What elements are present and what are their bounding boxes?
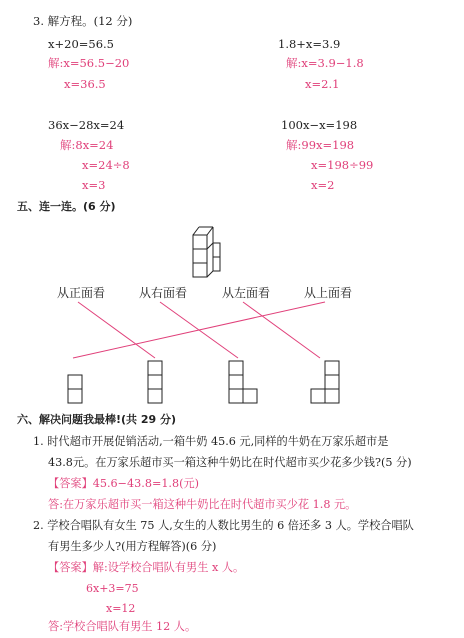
q3-p3-step1: 解:8x=24 — [60, 138, 114, 152]
view-label-front: 从正面看 — [57, 286, 106, 300]
q5-heading: 五、连一连。(6 分) — [17, 200, 116, 213]
q3-p3-step2: x=24÷8 — [82, 158, 130, 172]
q6-p2-eq2: x=12 — [106, 602, 136, 615]
matching-lines — [73, 302, 325, 358]
q6-p2-eq1: 6x+3=75 — [86, 582, 139, 595]
q3-heading: 3. 解方程。(12 分) — [33, 14, 133, 28]
view-shape-2 — [148, 361, 162, 403]
view-shape-1 — [68, 375, 82, 403]
view-label-top: 从上面看 — [304, 286, 353, 300]
q6-heading: 六、解决问题我最棒!(共 29 分) — [17, 413, 177, 426]
q6-p1-reply: 答:在万家乐超市买一箱这种牛奶比在时代超市买少花 1.8 元。 — [48, 498, 357, 511]
q3-p2-equation: 1.8+x=3.9 — [278, 37, 341, 51]
q3-p3-step3: x=3 — [82, 178, 106, 192]
q6-p2-line1: 2. 学校合唱队有女生 75 人,女生的人数比男生的 6 倍还多 3 人。学校合唱队 — [33, 519, 414, 532]
q3-p1-step1: 解:x=56.5−20 — [48, 56, 130, 70]
q3-p4-step3: x=2 — [311, 178, 335, 192]
q6-p2-answer: 【答案】解:设学校合唱队有男生 x 人。 — [48, 561, 245, 574]
view-shape-4 — [311, 361, 339, 403]
q6-p2-reply: 答:学校合唱队有男生 12 人。 — [48, 620, 197, 633]
q6-p1-line2: 43.8元。在万家乐超市买一箱这种牛奶比在时代超市买少花多少钱?(5 分) — [48, 456, 412, 469]
q3-p4-step2: x=198÷99 — [311, 158, 374, 172]
q3-p2-step1: 解:x=3.9−1.8 — [286, 56, 364, 70]
q3-p1-equation: x+20=56.5 — [48, 37, 114, 51]
view-label-right: 从右面看 — [139, 286, 188, 300]
q3-p1-step2: x=36.5 — [64, 77, 106, 91]
q3-p4-step1: 解:99x=198 — [286, 138, 355, 152]
q6-p2-line2: 有男生多少人?(用方程解答)(6 分) — [48, 540, 217, 553]
q6-p1-line1: 1. 时代超市开展促销活动,一箱牛奶 45.6 元,同样的牛奶在万家乐超市是 — [33, 435, 389, 448]
view-label-left: 从左面看 — [222, 286, 271, 300]
cube-stack-drawing — [193, 227, 220, 277]
view-shape-3 — [229, 361, 257, 403]
q3-p4-equation: 100x−x=198 — [281, 118, 358, 132]
q3-p3-equation: 36x−28x=24 — [48, 118, 125, 132]
q6-p1-answer: 【答案】45.6−43.8=1.8(元) — [48, 477, 200, 490]
q3-p2-step2: x=2.1 — [305, 77, 340, 91]
